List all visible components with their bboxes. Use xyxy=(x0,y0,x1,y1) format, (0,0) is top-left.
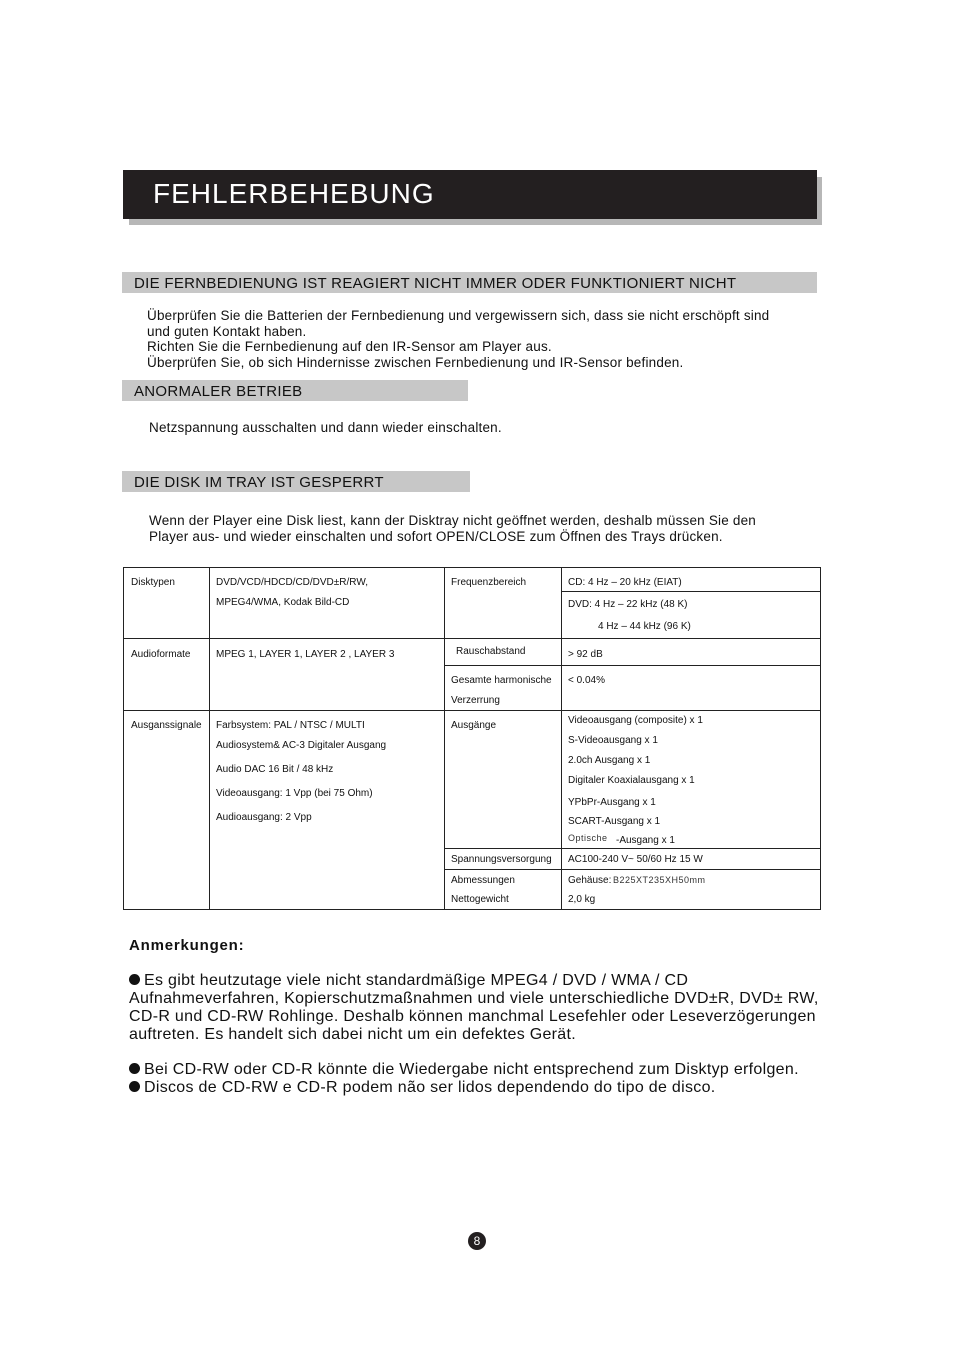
table-divider xyxy=(444,848,821,849)
table-divider xyxy=(561,591,821,592)
spec-label-gewicht: Nettogewicht xyxy=(451,894,509,905)
body-line: und guten Kontakt haben. xyxy=(147,323,307,339)
body-line: Richten Sie die Fernbedienung auf den IR-Sensor am Player aus. xyxy=(147,339,552,354)
spec-value: Gehäuse: xyxy=(568,875,612,886)
body-line: Überprüfen Sie die Batterien der Fernbedienung und vergewissern sich, dass sie nicht erschöpft sind xyxy=(147,308,770,323)
spec-value: 2.0ch Ausgang x 1 xyxy=(568,755,651,766)
spec-label-spannung: Spannungsversorgung xyxy=(451,854,552,865)
spec-value: Audiosystem& AC-3 Digitaler Ausgang xyxy=(216,740,387,751)
spec-value: AC100-240 V~ 50/60 Hz 15 W xyxy=(568,854,703,865)
spec-value: Digitaler Koaxialausgang x 1 xyxy=(568,775,695,786)
spec-value: DVD: 4 Hz – 22 kHz (48 K) xyxy=(568,599,688,610)
note-text: Bei CD-RW oder CD-R könnte die Wiedergabe nicht entsprechend zum Disktyp erfolgen. xyxy=(144,1061,799,1078)
table-divider xyxy=(124,638,821,639)
spec-label-ausgaenge: Ausgänge xyxy=(451,720,497,731)
spec-value: MPEG4/WMA, Kodak Bild-CD xyxy=(216,597,350,608)
spec-value: 2,0 kg xyxy=(568,894,596,905)
spec-label-abmessungen: Abmessungen xyxy=(451,875,515,886)
spec-value: DVD/VCD/HDCD/CD/DVD±R/RW, xyxy=(216,577,368,588)
table-divider xyxy=(444,665,821,666)
table-divider xyxy=(209,568,210,909)
section-heading-remote: DIE FERNBEDIENUNG IST REAGIERT NICHT IMMER ODER FUNKTIONIERT NICHT xyxy=(122,272,817,293)
table-divider xyxy=(444,568,445,909)
spec-label-frequenz: Frequenzbereich xyxy=(451,577,527,588)
page-number: 8 xyxy=(468,1232,486,1250)
spec-value: 4 Hz – 44 kHz (96 K) xyxy=(598,621,691,632)
spec-value: Videoausgang (composite) x 1 xyxy=(568,715,703,726)
spec-value: YPbPr-Ausgang x 1 xyxy=(568,797,656,808)
body-line: Wenn der Player eine Disk liest, kann der Disktray nicht geöffnet werden, deshalb müssen Sie den xyxy=(149,513,757,528)
bullet-icon xyxy=(129,1063,140,1074)
table-divider xyxy=(124,710,821,711)
spec-value: S-Videoausgang x 1 xyxy=(568,735,658,746)
note-text: Es gibt heutzutage viele nicht standardmäßige MPEG4 / DVD / WMA / CD Aufnahmeverfahren, Kopierschutzmaßnahmen und viele unterschiedliche DVD±R, DVD± RW, CD-R und CD-RW Rohlinge. Deshalb können manchmal Lesefehler oder Leseverzögerungen auftreten. Es handelt sich dabei nicht um ein defektes Gerät. xyxy=(129,972,819,1043)
spec-label-disktypen: Disktypen xyxy=(131,577,175,588)
spec-value: CD: 4 Hz – 20 kHz (EIAT) xyxy=(568,577,682,588)
section-heading-abnormal: ANORMALER BETRIEB xyxy=(122,380,468,401)
body-line: Player aus- und wieder einschalten und sofort OPEN/CLOSE zum Öffnen des Trays drücken. xyxy=(149,528,723,544)
section-body-abnormal xyxy=(149,420,749,436)
spec-label-ausgangssignale: Ausganssignale xyxy=(131,720,202,731)
spec-value: Videoausgang: 1 Vpp (bei 75 Ohm) xyxy=(216,788,373,799)
note-item xyxy=(129,972,829,1044)
spec-value: MPEG 1, LAYER 1, LAYER 2 , LAYER 3 xyxy=(216,649,395,660)
note-item xyxy=(129,1079,829,1097)
bullet-icon xyxy=(129,1081,140,1092)
spec-value: -Ausgang x 1 xyxy=(616,835,675,846)
table-divider xyxy=(561,568,562,909)
spec-value: Audioausgang: 2 Vpp xyxy=(216,812,312,823)
table-divider xyxy=(444,869,821,870)
bullet-icon xyxy=(129,974,140,985)
spec-value: < 0.04% xyxy=(568,675,605,686)
spec-value: SCART-Ausgang x 1 xyxy=(568,816,661,827)
body-line: Netzspannung ausschalten und dann wieder einschalten. xyxy=(149,420,502,435)
note-item xyxy=(129,1061,829,1079)
section-heading-tray: DIE DISK IM TRAY IST GESPERRT xyxy=(122,471,470,492)
spec-value: Farbsystem: PAL / NTSC / MULTI xyxy=(216,720,365,731)
spec-value: Optische xyxy=(568,833,608,843)
body-line: Überprüfen Sie, ob sich Hindernisse zwischen Fernbedienung und IR-Sensor befinden. xyxy=(147,354,684,370)
spec-label-thd: Gesamte harmonische xyxy=(451,675,552,686)
spec-label-rausch: Rauschabstand xyxy=(456,646,526,657)
section-body-remote xyxy=(147,308,817,370)
section-body-tray xyxy=(149,513,819,544)
notes-title: Anmerkungen: xyxy=(129,937,245,954)
spec-value: B225XT235XH50mm xyxy=(613,875,706,885)
note-text: Discos de CD-RW e CD-R podem não ser lidos dependendo do tipo de disco. xyxy=(144,1079,716,1096)
spec-table xyxy=(123,567,821,910)
page-title: FEHLERBEHEBUNG xyxy=(153,178,435,209)
spec-label-audioformate: Audioformate xyxy=(131,649,191,660)
spec-value: > 92 dB xyxy=(568,649,603,660)
spec-label-thd: Verzerrung xyxy=(451,695,500,706)
spec-value: Audio DAC 16 Bit / 48 kHz xyxy=(216,764,334,775)
